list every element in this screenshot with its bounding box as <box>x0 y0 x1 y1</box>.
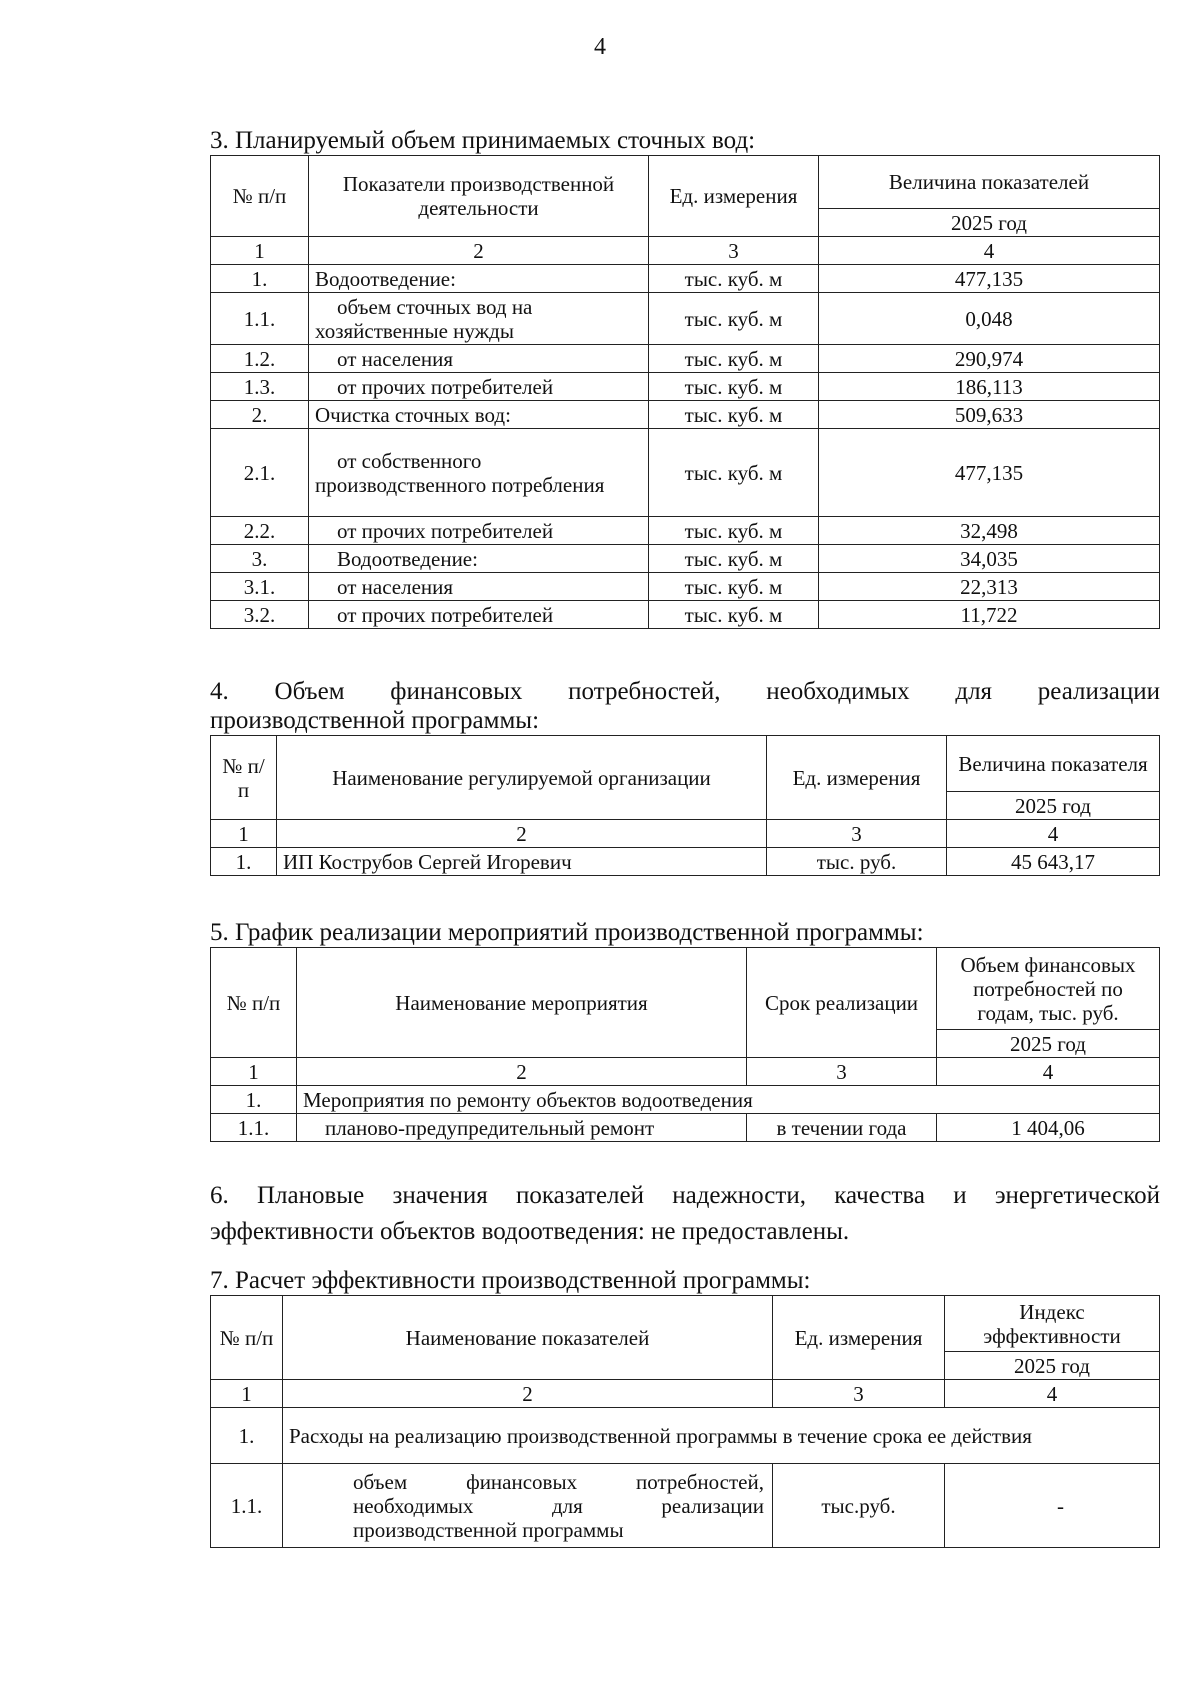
table-row <box>211 1464 1160 1548</box>
row-num: 1. <box>211 1086 297 1114</box>
row-name: от прочих потребителей <box>309 601 649 629</box>
header-indicators: Показатели производственной деятельности <box>309 156 649 237</box>
row-value: 45 643,17 <box>947 848 1160 876</box>
table-row <box>211 848 1160 876</box>
table-row <box>211 401 1160 429</box>
row-value: 22,313 <box>819 573 1160 601</box>
column-numbers-row <box>211 1058 1160 1086</box>
table-row <box>211 1408 1160 1464</box>
row-measure: планово-предупредительный ремонт <box>297 1114 747 1142</box>
table-row <box>211 373 1160 401</box>
row-value: 509,633 <box>819 401 1160 429</box>
row-num: 3.2. <box>211 601 309 629</box>
row-value: 0,048 <box>819 293 1160 345</box>
row-num: 1.1. <box>211 1464 283 1548</box>
header-value: Индекс эффективности <box>945 1296 1160 1352</box>
measures-schedule-table <box>210 947 1160 1142</box>
column-numbers-row <box>211 1380 1160 1408</box>
section-4 <box>210 677 1160 876</box>
row-unit: тыс. куб. м <box>649 573 819 601</box>
row-value: 34,035 <box>819 545 1160 573</box>
header-measure: Наименование мероприятия <box>297 948 747 1058</box>
header-unit: Ед. измерения <box>767 736 947 820</box>
page-number: 4 <box>594 34 606 60</box>
header-year: 2025 год <box>947 792 1160 820</box>
header-value: Величина показателя <box>947 736 1160 792</box>
row-num: 1. <box>211 1408 283 1464</box>
colnum: 2 <box>297 1058 747 1086</box>
table-row <box>211 345 1160 373</box>
colnum: 4 <box>945 1380 1160 1408</box>
table-row <box>211 601 1160 629</box>
row-num: 1.1. <box>211 293 309 345</box>
section-5-title: 5. График реализации мероприятий производственной программы: <box>210 919 924 946</box>
colnum: 2 <box>283 1380 773 1408</box>
row-num: 1.2. <box>211 345 309 373</box>
header-num: № п/п <box>211 156 309 237</box>
colnum: 3 <box>649 237 819 265</box>
table-row <box>211 293 1160 345</box>
header-num: № п/п <box>211 948 297 1058</box>
row-name: Очистка сточных вод: <box>309 401 649 429</box>
header-year: 2025 год <box>819 209 1160 237</box>
section-7-title: 7. Расчет эффективности производственной программы: <box>210 1267 811 1294</box>
row-indicator-line1: объем финансовых потребностей, <box>353 1469 764 1494</box>
header-num: № п/п <box>211 1296 283 1380</box>
row-unit: тыс. куб. м <box>649 601 819 629</box>
row-value: 186,113 <box>819 373 1160 401</box>
row-unit: тыс. куб. м <box>649 429 819 517</box>
row-value: 32,498 <box>819 517 1160 545</box>
row-name: от населения <box>309 573 649 601</box>
row-num: 1.3. <box>211 373 309 401</box>
efficiency-table <box>210 1295 1160 1548</box>
column-numbers-row <box>211 820 1160 848</box>
colnum: 3 <box>773 1380 945 1408</box>
column-numbers-row <box>211 237 1160 265</box>
table-row <box>211 429 1160 517</box>
row-name: от прочих потребителей <box>309 517 649 545</box>
row-organization: ИП Кострубов Сергей Игоревич <box>277 848 767 876</box>
row-value: 477,135 <box>819 429 1160 517</box>
header-unit: Ед. измерения <box>773 1296 945 1380</box>
row-num: 1.1. <box>211 1114 297 1142</box>
table-row <box>211 517 1160 545</box>
table-row <box>211 1086 1160 1114</box>
row-name: Водоотведение: <box>309 545 649 573</box>
colnum: 2 <box>309 237 649 265</box>
row-unit: тыс. руб. <box>767 848 947 876</box>
header-term: Срок реализации <box>747 948 937 1058</box>
row-num: 1. <box>211 848 277 876</box>
row-num: 2. <box>211 401 309 429</box>
table-row <box>211 573 1160 601</box>
row-measure-group: Мероприятия по ремонту объектов водоотведения <box>297 1086 1160 1114</box>
financial-needs-table <box>210 735 1160 876</box>
row-name: от собственного производственного потребления <box>309 429 649 517</box>
row-name: от населения <box>309 345 649 373</box>
row-value: 477,135 <box>819 265 1160 293</box>
header-indicators: Наименование показателей <box>283 1296 773 1380</box>
header-num: № п/п <box>211 736 277 820</box>
row-unit: тыс. куб. м <box>649 373 819 401</box>
header-value: Объем финансовых потребностей по годам, тыс. руб. <box>937 948 1160 1030</box>
row-indicator-line2: необходимых для реализации <box>353 1493 764 1518</box>
colnum: 4 <box>819 237 1160 265</box>
section-3-title: 3. Планируемый объем принимаемых сточных вод: <box>210 127 756 154</box>
colnum: 1 <box>211 1058 297 1086</box>
row-expenses-group: Расходы на реализацию производственной программы в течение срока ее действия <box>283 1408 1160 1464</box>
row-name: объем сточных вод на хозяйственные нужды <box>309 293 649 345</box>
row-name: Водоотведение: <box>309 265 649 293</box>
row-value: 290,974 <box>819 345 1160 373</box>
section-5 <box>210 918 1160 1142</box>
row-value: - <box>945 1464 1160 1548</box>
colnum: 4 <box>937 1058 1160 1086</box>
colnum: 4 <box>947 820 1160 848</box>
section-3 <box>210 126 1160 629</box>
row-indicator-line3: производственной программы <box>353 1517 624 1542</box>
table-row <box>211 1114 1160 1142</box>
header-organization: Наименование регулируемой организации <box>277 736 767 820</box>
row-indicator <box>283 1464 773 1548</box>
row-num: 3. <box>211 545 309 573</box>
colnum: 1 <box>211 237 309 265</box>
wastewater-volume-table <box>210 155 1160 629</box>
header-value: Величина показателей <box>819 156 1160 209</box>
row-unit: тыс.руб. <box>773 1464 945 1548</box>
colnum: 1 <box>211 820 277 848</box>
row-value: 1 404,06 <box>937 1114 1160 1142</box>
table-row <box>211 545 1160 573</box>
colnum: 3 <box>747 1058 937 1086</box>
row-unit: тыс. куб. м <box>649 545 819 573</box>
header-year: 2025 год <box>937 1030 1160 1058</box>
row-num: 2.2. <box>211 517 309 545</box>
colnum: 2 <box>277 820 767 848</box>
row-unit: тыс. куб. м <box>649 265 819 293</box>
row-unit: тыс. куб. м <box>649 517 819 545</box>
row-unit: тыс. куб. м <box>649 401 819 429</box>
section-4-title-line2: производственной программы: <box>210 707 540 734</box>
row-num: 1. <box>211 265 309 293</box>
row-unit: тыс. куб. м <box>649 345 819 373</box>
header-unit: Ед. измерения <box>649 156 819 237</box>
colnum: 1 <box>211 1380 283 1408</box>
row-num: 3.1. <box>211 573 309 601</box>
row-term: в течении года <box>747 1114 937 1142</box>
header-year: 2025 год <box>945 1352 1160 1380</box>
row-num: 2.1. <box>211 429 309 517</box>
row-value: 11,722 <box>819 601 1160 629</box>
table-row <box>211 265 1160 293</box>
section-7 <box>210 1266 1160 1548</box>
row-unit: тыс. куб. м <box>649 293 819 345</box>
colnum: 3 <box>767 820 947 848</box>
row-name: от прочих потребителей <box>309 373 649 401</box>
section-6-text: 6. Плановые значения показателей надежности, качества и энергетической эффективности объектов водоотведения: не предоставлены. <box>210 1182 1160 1245</box>
section-4-title-line1: 4. Объем финансовых потребностей, необходимых для реализации <box>210 678 1160 705</box>
